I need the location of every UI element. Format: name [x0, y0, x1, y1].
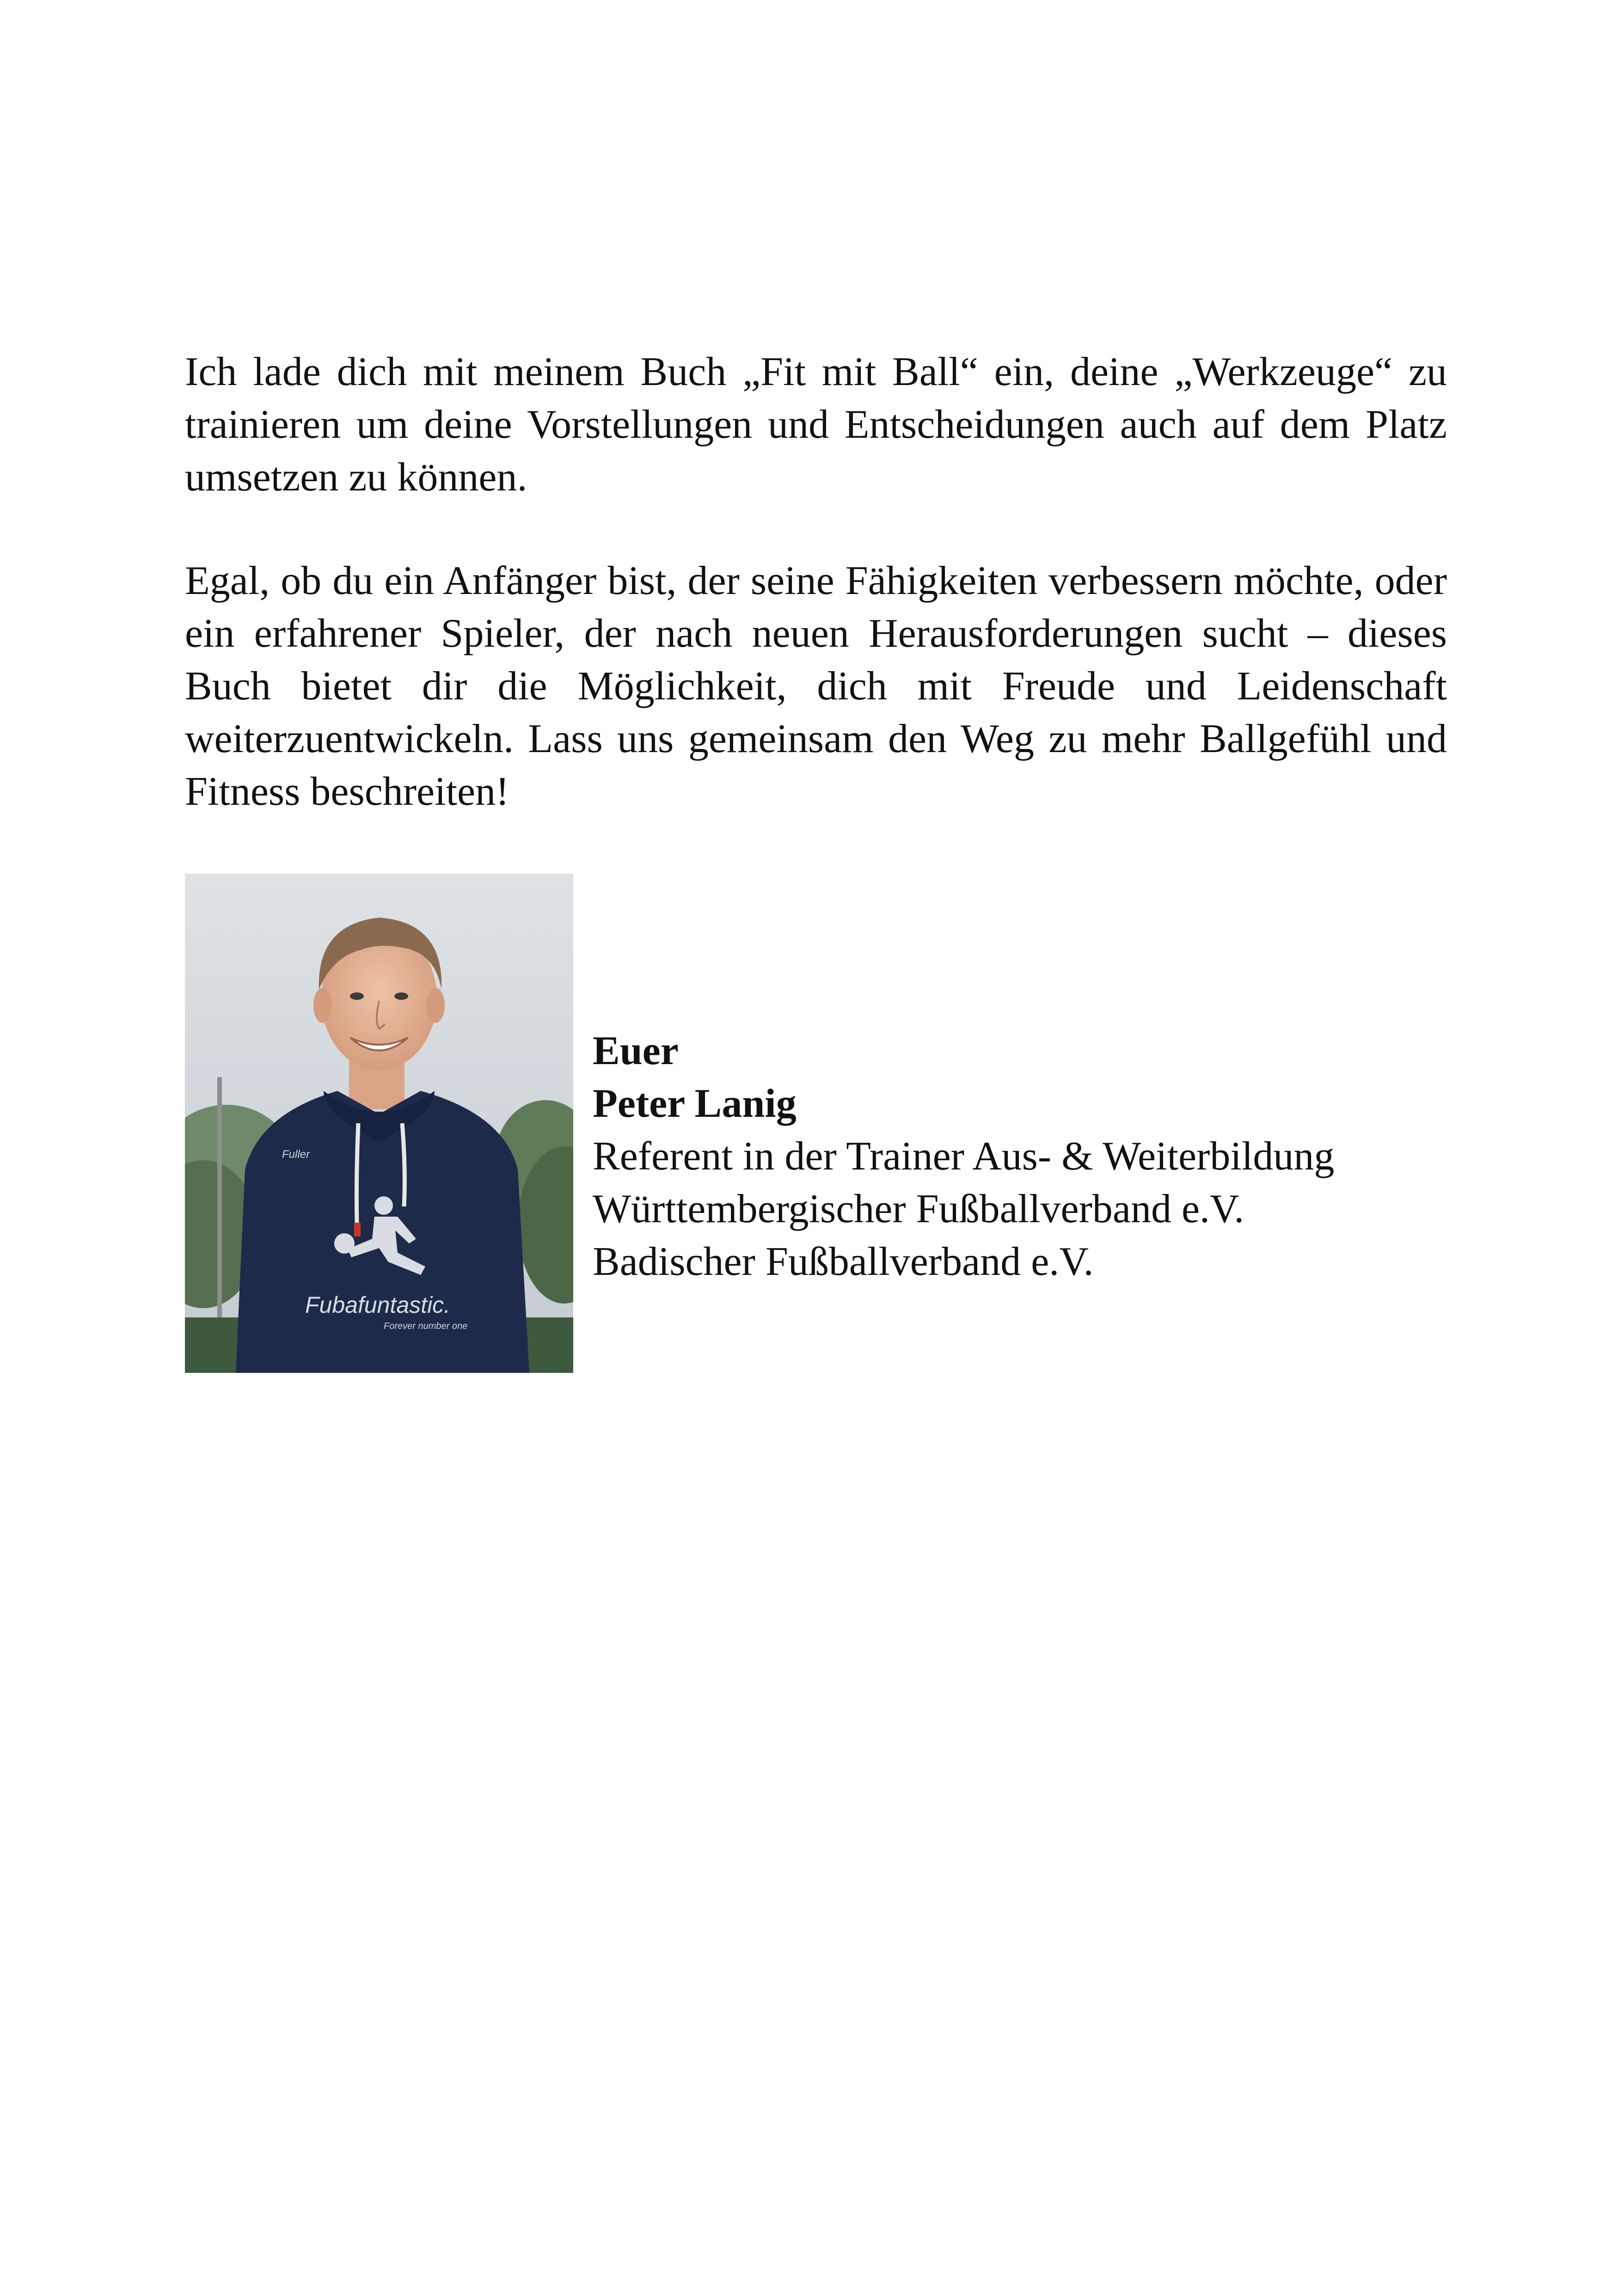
author-affiliation-wuerttemberg: Württembergischer Fußballverband e.V.: [593, 1187, 1244, 1231]
author-affiliation-baden: Badischer Fußballverband e.V.: [593, 1239, 1094, 1284]
shirt-brand-text: Fuller: [282, 1148, 310, 1161]
shirt-sub-text: Forever number one: [384, 1321, 468, 1331]
author-portrait-illustration: [185, 874, 573, 1373]
author-name: Peter Lanig: [593, 1081, 797, 1126]
intro-paragraph: Ich lade dich mit meinem Buch „Fit mit Ball“ ein, deine „Werkzeuge“ zu trainieren um deine Vorstellungen und Entscheidungen auch auf dem Platz umsetzen zu können.: [185, 349, 1447, 500]
author-role-line: Referent in der Trainer Aus- & Weiterbildung: [593, 1134, 1335, 1179]
motivation-paragraph: Egal, ob du ein Anfänger bist, der seine Fähigkeiten verbessern möchte, oder ein erfahrener Spieler, der nach neuen Herausforderungen sucht – dieses Buch bietet dir die Möglichkeit, dich mit Freude und Leidenschaft weiterzuentwickeln. Lass uns gemeinsam den Weg zu mehr Ballgefühl und Fitness beschreiten!: [185, 558, 1447, 814]
signature-greeting: Euer: [593, 1029, 679, 1073]
shirt-main-text: Fubafuntastic.: [305, 1292, 451, 1318]
author-signature-block: [593, 1025, 1334, 1288]
author-portrait-photo: [185, 874, 573, 1373]
